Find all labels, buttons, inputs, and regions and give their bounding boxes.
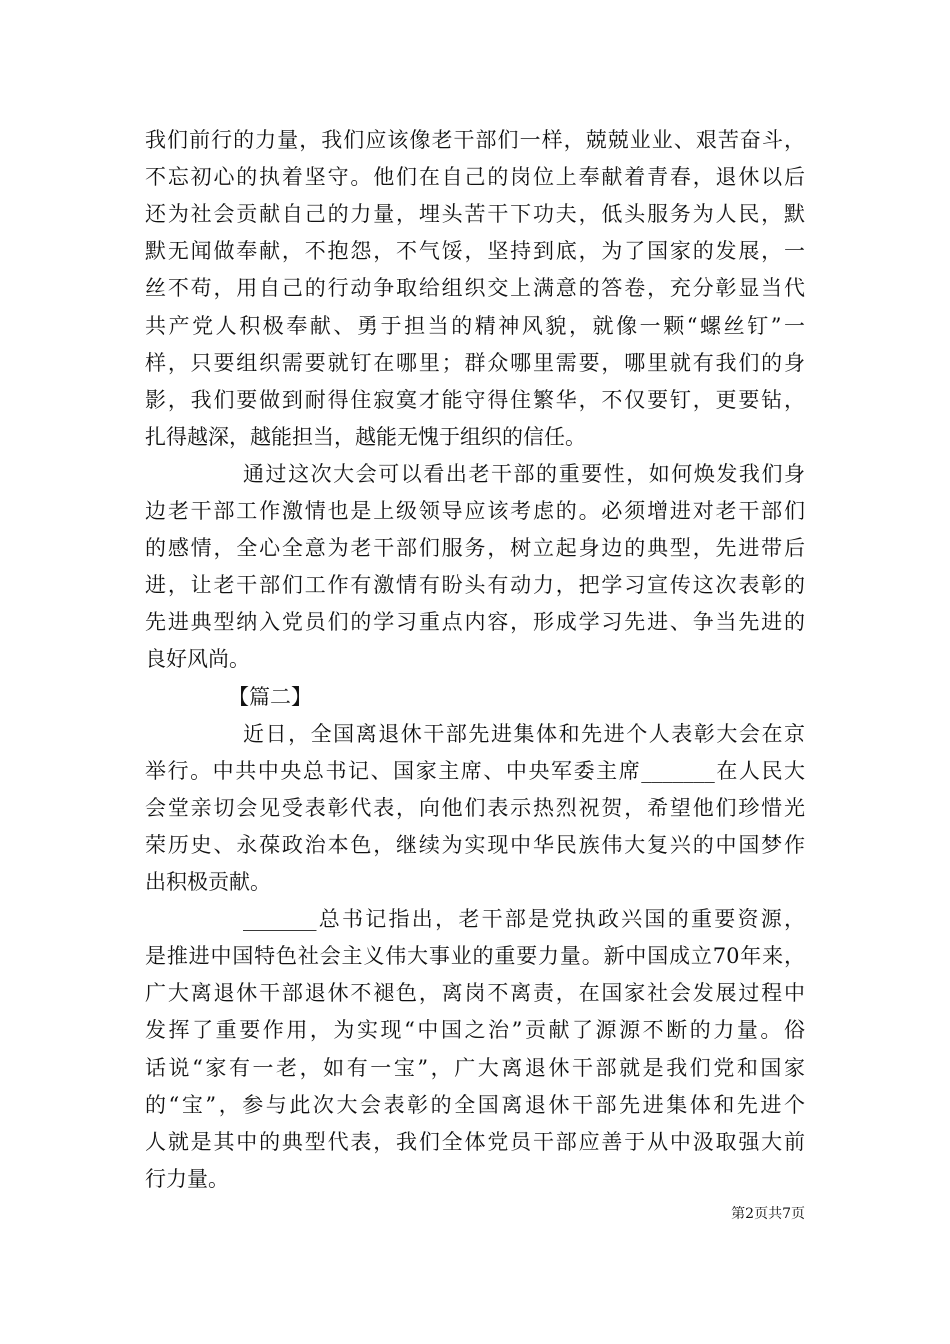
text-line: _______总书记指出，老干部是党执政兴国的重要资源， (243, 907, 805, 932)
text-line: 影，我们要做到耐得住寂寞才能守得住繁华，不仅要钉，更要钻， (145, 387, 805, 412)
text-line: 我们前行的力量，我们应该像老干部们一样，兢兢业业、艰苦奋斗， (145, 128, 805, 152)
text-line: 扎得越深，越能担当，越能无愧于组织的信任。 (145, 424, 586, 449)
text-line: 进，让老干部们工作有激情有盼头有动力，把学习宣传这次表彰的 (145, 573, 805, 598)
page-number: 第2页共7页 (731, 1206, 805, 1222)
text-line: 荣历史、永葆政治本色，继续为实现中华民族伟大复兴的中国梦作 (145, 832, 805, 857)
text-line: 举行。中共中央总书记、国家主席、中央军委主席_______在人民大 (145, 758, 805, 783)
text-line: 边老干部工作激情也是上级领导应该考虑的。必须增进对老干部们 (145, 499, 805, 523)
text-line: 的感情，全心全意为老干部们服务，树立起身边的典型，先进带后 (145, 536, 805, 561)
text-line: 通过这次大会可以看出老干部的重要性，如何焕发我们身 (243, 461, 805, 486)
text-line: 共产党人积极奉献、勇于担当的精神风貌，就像一颗“螺丝钉”一 (145, 313, 805, 338)
text-line: 出积极贡献。 (145, 870, 271, 894)
text-line: 默无闻做奉献，不抱怨，不气馁，坚持到底，为了国家的发展，一 (145, 239, 805, 264)
text-line: 广大离退休干部退休不褪色，离岗不离责，在国家社会发展过程中 (145, 981, 805, 1006)
text-line: 话说“家有一老，如有一宝”，广大离退休干部就是我们党和国家 (145, 1055, 805, 1080)
text-line: 近日，全国离退休干部先进集体和先进个人表彰大会在京 (243, 721, 805, 746)
text-line: 的“宝”，参与此次大会表彰的全国离退休干部先进集体和先进个 (145, 1092, 805, 1117)
text-line: 先进典型纳入党员们的学习重点内容，形成学习先进、争当先进的 (145, 610, 805, 635)
text-line: 人就是其中的典型代表，我们全体党员干部应善于从中汲取强大前 (145, 1129, 805, 1154)
text-line: 不忘初心的执着坚守。他们在自己的岗位上奉献着青春，退休以后 (145, 165, 805, 190)
text-line: 良好风尚。 (145, 647, 250, 672)
text-line: 行力量。 (145, 1166, 229, 1191)
text-line: 丝不苟，用自己的行动争取给组织交上满意的答卷，充分彰显当代 (145, 276, 805, 301)
text-line: 会堂亲切会见受表彰代表，向他们表示热烈祝贺，希望他们珍惜光 (145, 795, 805, 820)
text-line: 【篇二】 (228, 684, 312, 709)
text-line: 样，只要组织需要就钉在哪里；群众哪里需要，哪里就有我们的身 (145, 350, 805, 375)
text-line: 发挥了重要作用，为实现“中国之治”贡献了源源不断的力量。俗 (145, 1018, 805, 1043)
text-line: 是推进中国特色社会主义伟大事业的重要力量。新中国成立70年来， (145, 944, 805, 969)
text-line: 还为社会贡献自己的力量，埋头苦干下功夫，低头服务为人民，默 (145, 202, 805, 227)
